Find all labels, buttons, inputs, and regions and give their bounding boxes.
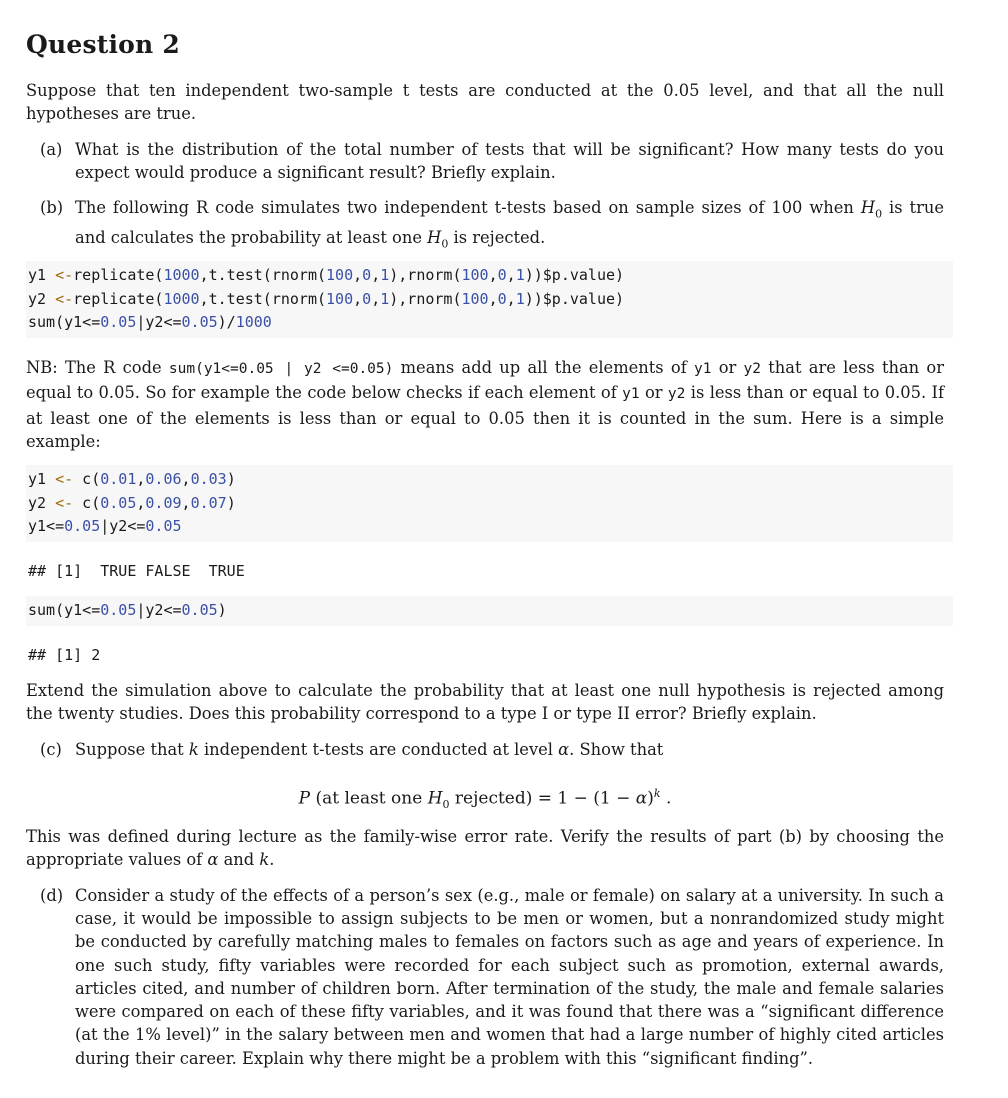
code-line: y2 <- c(0.05,0.09,0.07) bbox=[28, 493, 236, 512]
document-page bbox=[26, 30, 944, 1082]
nb-text: means add up all the elements of bbox=[393, 358, 694, 378]
nb-paragraph bbox=[26, 356, 944, 453]
eq-text: (at least one bbox=[315, 788, 428, 809]
part-d bbox=[26, 884, 944, 1070]
part-c-text: . Show that bbox=[569, 739, 664, 759]
part-c-text: independent t-tests are conducted at level bbox=[198, 739, 559, 759]
part-d-text: Consider a study of the effects of a person’s sex (e.g., male or female) on salary at a university. In such a case, it would be impossible to assign subjects to be men or women, but a nonrandomized study might be conducted by carefully matching males to females on factors such as age and years of experience. In one such study, fifty variables were recorded for each subject such as promotion, external awards, articles cited, and number of children born. After termination of the study, the male and female salaries were compared on each of these fifty variables, and it was found that there was a “significant difference (at the 1% level)” in the salary between men and women that had a large number of highly cited articles during their career. Explain why there might be a problem with this “significant finding”. bbox=[75, 885, 944, 1068]
fwer-text: This was defined during lecture as the family-wise error rate. Verify the results of part (b) by choosing the appropriate values of bbox=[26, 827, 944, 870]
code-line: y1<=0.05|y2<=0.05 bbox=[28, 516, 182, 535]
inline-code: y1 bbox=[622, 386, 640, 403]
code-line: y1 <- c(0.01,0.06,0.03) bbox=[28, 470, 236, 489]
part-a bbox=[26, 138, 944, 185]
extend-paragraph: Extend the simulation above to calculate the probability that at least one null hypothesis is rejected among the twenty studies. Does this probability correspond to a type I or type II error? Briefly explain. bbox=[26, 681, 944, 724]
inline-code: sum(y1<=0.05 | y2 <=0.05) bbox=[168, 361, 394, 378]
code-output: ## [1] TRUE FALSE TRUE bbox=[28, 562, 245, 581]
inline-code: y2 bbox=[743, 361, 761, 378]
part-b-text-3: is rejected. bbox=[448, 227, 546, 247]
h-subscript: 0 bbox=[875, 207, 883, 221]
k-symbol: k bbox=[259, 850, 270, 870]
part-c-text: Suppose that bbox=[75, 739, 189, 759]
nb-text: is less than or equal to 0.05. If at least one of the elements is less than or equal to 0.05 then it is counted in the sum. Here is a simple example: bbox=[26, 383, 945, 452]
nb-text: that are less than or equal to 0.05. So for example the code below checks if each element of bbox=[26, 358, 944, 403]
intro-paragraph: Suppose that ten independent two-sample t tests are conducted at the 0.05 level, and that all the null hypotheses are true. bbox=[26, 81, 944, 124]
part-d-label: (d) bbox=[40, 885, 64, 905]
code-block-simulation bbox=[26, 261, 953, 338]
fwer-paragraph bbox=[26, 825, 944, 872]
alpha-symbol: α bbox=[558, 739, 570, 759]
eq-text: ) bbox=[647, 788, 654, 809]
code-line: y1 <-replicate(1000,t.test(rnorm(100,0,1),rnorm(100,0,1))$p.value) bbox=[28, 266, 625, 285]
code-block-example bbox=[26, 465, 953, 542]
h-symbol: H bbox=[860, 198, 876, 218]
k-symbol: k bbox=[188, 739, 199, 759]
code-line: sum(y1<=0.05|y2<=0.05) bbox=[28, 600, 227, 619]
k-exponent: k bbox=[653, 787, 661, 801]
part-a-text: What is the distribution of the total number of tests that will be significant? How many tests do you expect would produce a significant result? Briefly explain. bbox=[75, 139, 944, 182]
code-line: sum(y1<=0.05|y2<=0.05)/1000 bbox=[28, 312, 272, 331]
alpha-symbol: α bbox=[207, 850, 219, 870]
part-a-label: (a) bbox=[40, 139, 63, 159]
alpha-symbol: α bbox=[635, 788, 648, 809]
nb-text: or bbox=[639, 383, 668, 403]
part-b-text-1: The following R code simulates two independent t-tests based on sample sizes of 100 when bbox=[75, 198, 861, 218]
part-c bbox=[26, 738, 944, 761]
eq-p: P bbox=[298, 788, 311, 809]
fwer-text: and bbox=[218, 850, 260, 870]
eq-text: . bbox=[660, 788, 672, 809]
h-subscript: 0 bbox=[442, 798, 450, 812]
part-b-text-2: is true and calculates the probability at least one bbox=[75, 198, 944, 247]
h-symbol: H bbox=[427, 227, 442, 247]
h-symbol: H bbox=[427, 788, 443, 809]
h-subscript: 0 bbox=[441, 236, 449, 250]
eq-text: rejected) = 1 − (1 − bbox=[449, 788, 636, 809]
part-b-label: (b) bbox=[40, 198, 64, 218]
fwer-equation bbox=[26, 787, 944, 811]
inline-code: y1 bbox=[693, 361, 712, 378]
inline-code: y2 bbox=[667, 386, 686, 403]
fwer-text: . bbox=[269, 850, 275, 870]
code-block-sum bbox=[26, 596, 953, 626]
part-c-label: (c) bbox=[40, 739, 62, 759]
code-output: ## [1] 2 bbox=[28, 645, 101, 664]
code-line: y2 <-replicate(1000,t.test(rnorm(100,0,1),rnorm(100,0,1))$p.value) bbox=[28, 289, 625, 308]
nb-text: or bbox=[711, 358, 744, 378]
question-title: Question 2 bbox=[26, 30, 180, 59]
part-b bbox=[26, 196, 944, 255]
nb-text: NB: The R code bbox=[26, 358, 169, 378]
